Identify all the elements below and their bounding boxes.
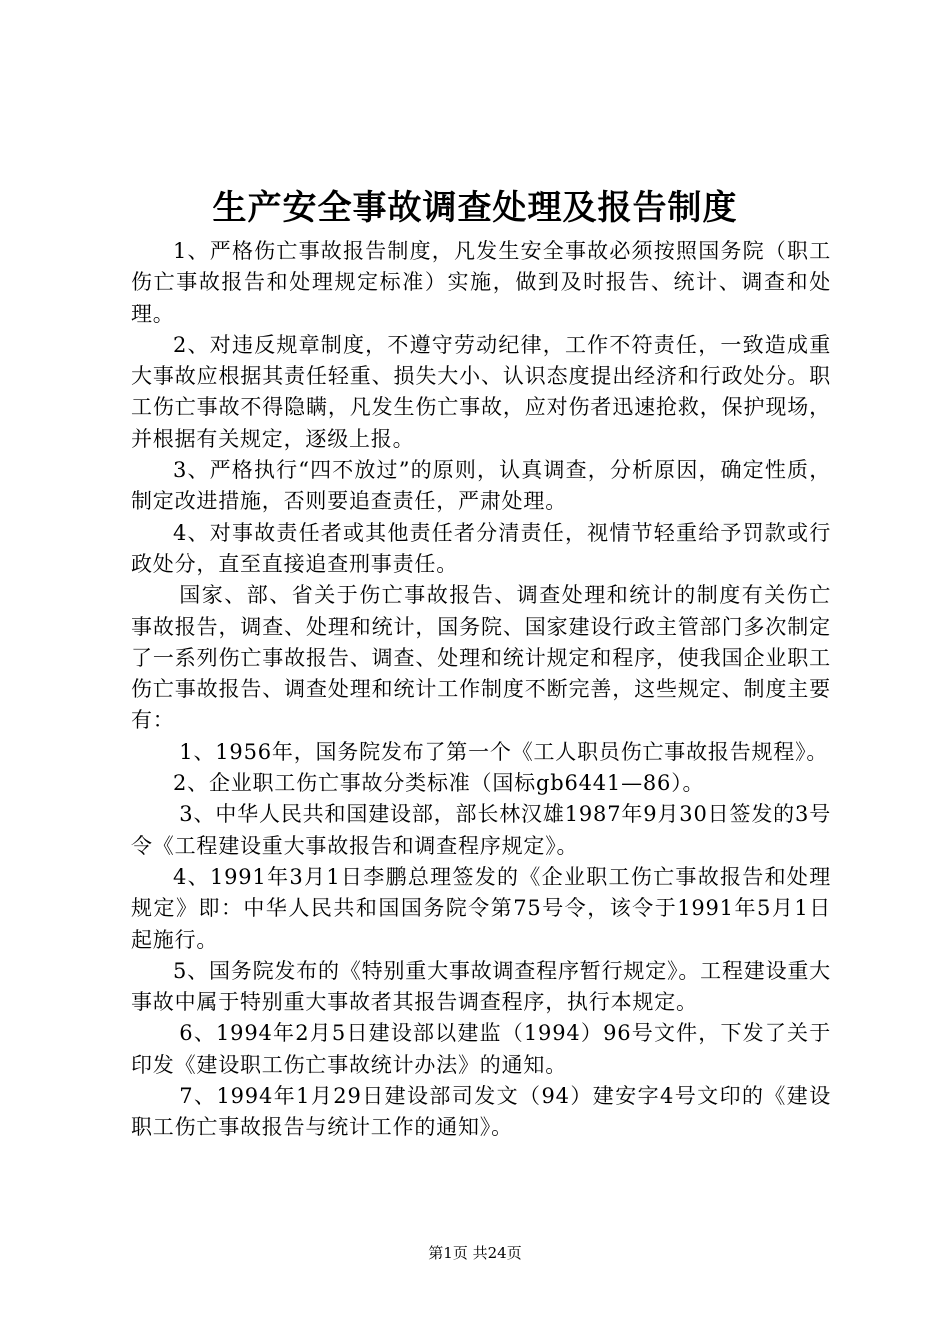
paragraph: 3、中华人民共和国建设部，部长林汉雄1987年9月30日签发的3号令《工程建设重大事故报告和调查程序规定》。 xyxy=(131,802,831,858)
paragraph: 7、1994年1月29日建设部司发文（94）建安字4号文印的《建设职工伤亡事故报告与统计工作的通知》。 xyxy=(131,1084,831,1140)
document-title: 生产安全事故调查处理及报告制度 xyxy=(212,188,738,228)
paragraph: 6、1994年2月5日建设部以建监（1994）96号文件，下发了关于印发《建设职工伤亡事故统计办法》的通知。 xyxy=(131,1021,831,1077)
paragraph: 2、对违反规章制度，不遵守劳动纪律，工作不符责任，一致造成重大事故应根据其责任轻重、损失大小、认识态度提出经济和行政处分。职工伤亡事故不得隐瞒，凡发生伤亡事故，应对伤者迅速抢救，保护现场，并根据有关规定，逐级上报。 xyxy=(131,332,831,451)
paragraph: 4、对事故责任者或其他责任者分清责任，视情节轻重给予罚款或行政处分，直至直接追查刑事责任。 xyxy=(131,520,831,576)
paragraph: 国家、部、省关于伤亡事故报告、调查处理和统计的制度有关伤亡事故报告，调查、处理和统计，国务院、国家建设行政主管部门多次制定了一系列伤亡事故报告、调查、处理和统计规定和程序，使我国企业职工伤亡事故报告、调查处理和统计工作制度不断完善，这些规定、制度主要有： xyxy=(131,583,831,733)
paragraph: 1、严格伤亡事故报告制度，凡发生安全事故必须按照国务院（职工伤亡事故报告和处理规定标准）实施，做到及时报告、统计、调查和处理。 xyxy=(131,239,831,326)
document-body xyxy=(131,236,831,1144)
page-footer: 第1页 共24页 xyxy=(428,1244,522,1262)
paragraph: 3、严格执行“四不放过”的原则，认真调查，分析原因，确定性质，制定改进措施，否则要追查责任，严肃处理。 xyxy=(131,458,831,514)
paragraph: 1、1956年，国务院发布了第一个《工人职员伤亡事故报告规程》。 xyxy=(179,739,829,764)
paragraph: 5、国务院发布的《特别重大事故调查程序暂行规定》。工程建设重大事故中属于特别重大事故者其报告调查程序，执行本规定。 xyxy=(131,958,831,1015)
paragraph: 4、1991年3月1日李鹏总理签发的《企业职工伤亡事故报告和处理规定》即：中华人民共和国国务院令第75号令，该令于1991年5月1日起施行。 xyxy=(131,864,831,952)
paragraph: 2、企业职工伤亡事故分类标准（国标gb6441—86）。 xyxy=(173,771,705,796)
